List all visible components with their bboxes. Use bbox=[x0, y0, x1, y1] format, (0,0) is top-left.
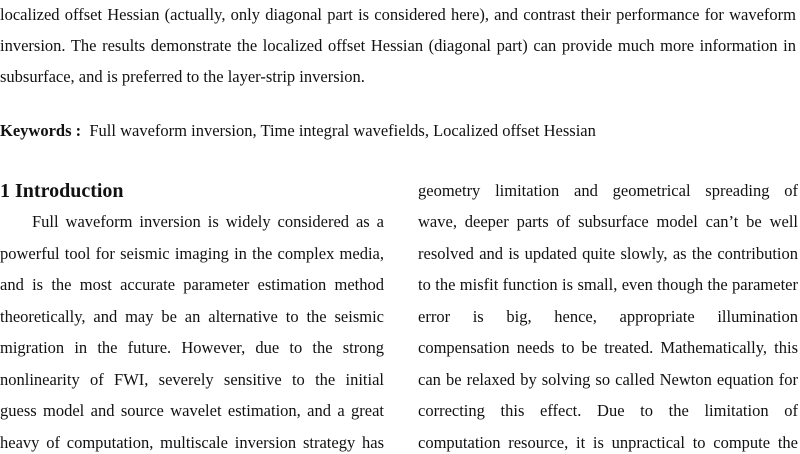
keywords bbox=[0, 120, 796, 142]
paragraph-line: nonlinearity of FWI, severely sensitive to the initial bbox=[0, 370, 384, 389]
abstract-line: inversion. The results demonstrate the localized offset Hessian (diagonal part) can provide much more information in bbox=[0, 36, 796, 55]
paragraph-line: geometry limitation and geometrical spreading of bbox=[418, 181, 798, 200]
paragraph-line: heavy of computation, multiscale inversion strategy has bbox=[0, 433, 384, 452]
paragraph-line: and is the most accurate parameter estimation method bbox=[0, 275, 384, 294]
paragraph-line: theoretically, and may be an alternative to the seismic bbox=[0, 307, 384, 326]
paragraph-line: error is big, hence, appropriate illumination bbox=[418, 307, 798, 326]
keywords-text: Full waveform inversion, Time integral wavefields, Localized offset Hessian bbox=[89, 121, 596, 140]
paragraph-line: can be relaxed by solving so called Newton equation for bbox=[418, 370, 798, 389]
paragraph-line: computation resource, it is unpractical to compute the bbox=[418, 433, 798, 452]
paragraph-line: guess model and source wavelet estimation, and a great bbox=[0, 401, 384, 420]
paragraph-line: powerful tool for seismic imaging in the complex media, bbox=[0, 244, 384, 263]
paragraph-line: compensation needs to be treated. Mathematically, this bbox=[418, 338, 798, 357]
paragraph-line: wave, deeper parts of subsurface model can’t be well bbox=[418, 212, 798, 231]
abstract-line: subsurface, and is preferred to the layer-strip inversion. bbox=[0, 67, 365, 86]
paragraph-line: migration in the future. However, due to the strong bbox=[0, 338, 384, 357]
paragraph-line: to the misfit function is small, even though the parameter bbox=[418, 275, 798, 294]
abstract-line: localized offset Hessian (actually, only diagonal part is considered here), and contrast their performance for waveform bbox=[0, 5, 796, 24]
paragraph-line: correcting this effect. Due to the limitation of bbox=[418, 401, 798, 420]
paragraph-line: resolved and is updated quite slowly, as the contribution bbox=[418, 244, 798, 263]
section-heading: 1 Introduction bbox=[0, 180, 124, 202]
keywords-label: Keywords : bbox=[0, 121, 82, 140]
paragraph-line: Full waveform inversion is widely considered as a bbox=[32, 212, 384, 231]
